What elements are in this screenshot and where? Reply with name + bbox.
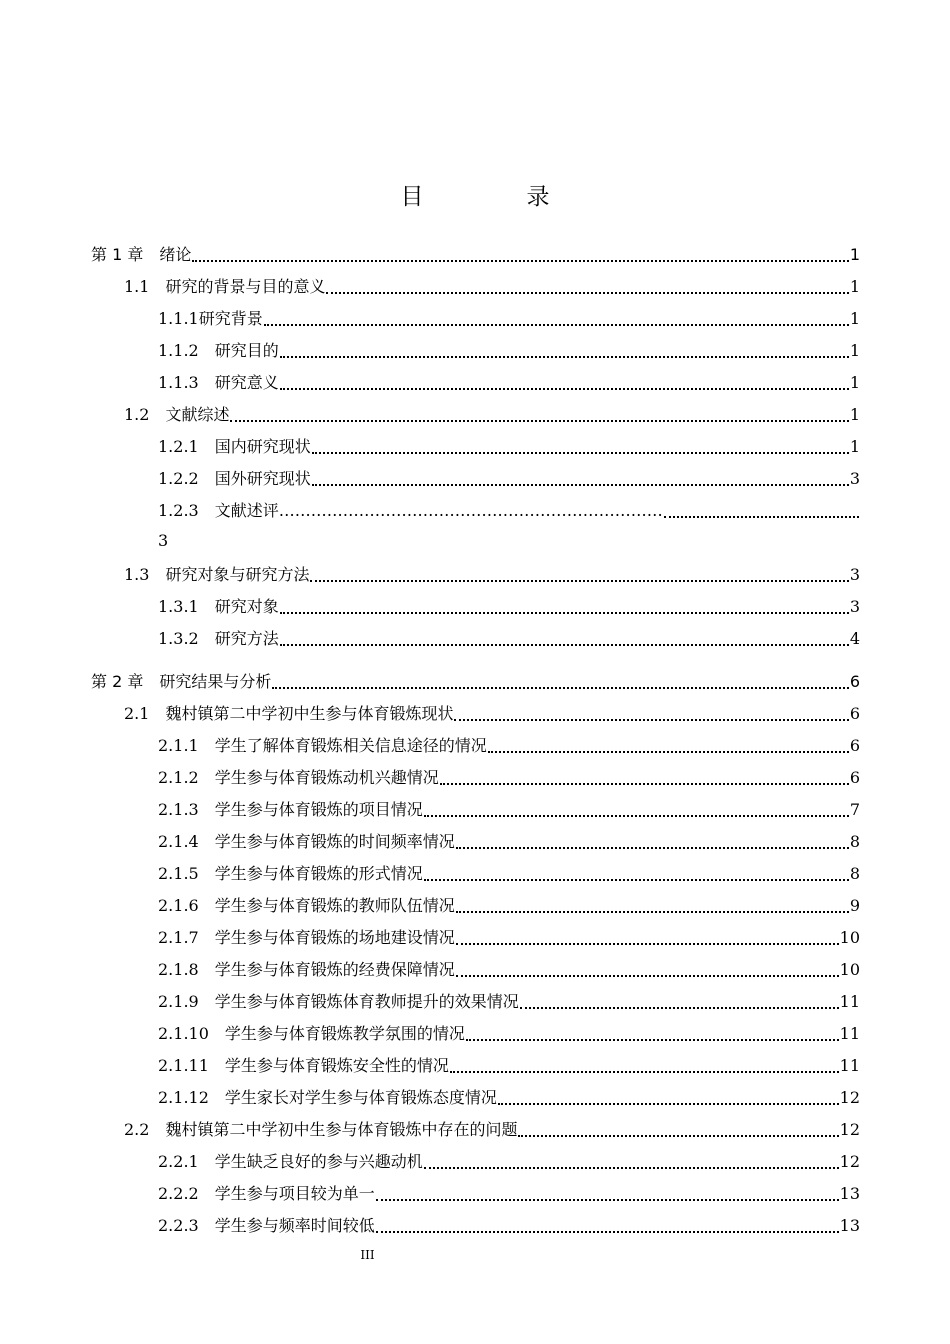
toc-entry-number: 2.2.3 [158,1216,215,1235]
dot-leader [312,451,849,454]
toc-entry[interactable] [158,894,860,918]
toc-entry-number: 第 1 章 [91,245,160,264]
toc-entry-text: 学生参与体育锻炼的教师队伍情况 [214,896,455,915]
toc-entry-page: 11 [839,1024,860,1043]
toc-entry-page: 11 [839,992,860,1011]
toc-entry-number: 2.1.8 [158,960,215,979]
toc-entry-number: 1.1.3 [158,373,215,392]
toc-entry-text: 研究对象与研究方法 [165,565,310,584]
toc-entry-page: 8 [849,864,860,883]
toc-entry-text: 研究背景 [198,309,263,328]
toc-entry-page: 10 [839,960,860,979]
toc-entry-text: 学生缺乏良好的参与兴趣动机 [214,1152,423,1171]
toc-entry-page: 6 [849,704,860,723]
dot-leader [376,1230,839,1233]
toc-entry[interactable] [158,990,860,1014]
toc-entry[interactable] [158,926,860,950]
toc-entry-text: 学生参与体育锻炼教学氛围的情况 [224,1024,465,1043]
dot-leader [456,942,839,945]
toc-entry-page: 1 [849,245,860,264]
toc-entry[interactable] [124,702,860,726]
toc-entry[interactable] [158,499,860,523]
dot-leader [264,323,849,326]
page-number-footer: III [360,1248,375,1262]
toc-entry-page: 1 [849,277,860,296]
toc-entry-page: 6 [849,672,860,691]
toc-entry-text: 研究结果与分析 [159,672,272,691]
toc-entry-number: 2.2 [124,1120,166,1139]
toc-entry-text: 学生参与体育锻炼的场地建设情况 [214,928,455,947]
toc-entry[interactable] [158,371,860,395]
toc-entry-text: 魏村镇第二中学初中生参与体育锻炼中存在的问题 [165,1120,518,1139]
toc-entry-page: 9 [849,896,860,915]
dot-leader [488,750,849,753]
toc-entry[interactable] [158,1086,860,1110]
toc-entry[interactable] [124,1118,860,1142]
dot-leader [272,686,848,689]
toc-entry-page: 1 [849,341,860,360]
toc-entry-page: 12 [839,1152,860,1171]
toc-entry-text: 学生参与体育锻炼动机兴趣情况 [214,768,439,787]
dot-leader [440,782,849,785]
dot-leader [454,718,848,721]
dot-leader [312,483,849,486]
toc-entry-text: 学生参与体育锻炼的形式情况 [214,864,423,883]
toc-entry-number: 2.1.1 [158,736,215,755]
toc-entry-page: 11 [839,1056,860,1075]
toc-entry-text: 学生参与体育锻炼的经费保障情况 [214,960,455,979]
toc-entry-text: 学生参与体育锻炼的时间频率情况 [214,832,455,851]
dot-leader [376,1198,839,1201]
toc-entry[interactable] [124,403,860,427]
toc-entry[interactable] [158,1150,860,1174]
toc-entry-number: 1.3.2 [158,629,215,648]
toc-entry-page: 3 [849,469,860,488]
dot-leader [456,846,849,849]
toc-entry-number: 1.3 [124,565,166,584]
toc-entry-text: 学生了解体育锻炼相关信息途径的情况 [214,736,487,755]
toc-entry[interactable] [158,1214,860,1238]
toc-entry-text: 研究方法 [214,629,279,648]
toc-entry-page: 7 [849,800,860,819]
toc-entry-number: 1.2 [124,405,166,424]
toc-entry-number: 1.1.2 [158,341,215,360]
dot-leader [310,579,848,582]
toc-entry-number: 2.1.12 [158,1088,225,1107]
dot-leader [466,1038,839,1041]
dot-leader [280,611,849,614]
toc-entry-number: 2.1.7 [158,928,215,947]
dot-leader [424,814,849,817]
toc-entry[interactable] [124,563,860,587]
toc-entry-text: 学生参与频率时间较低 [214,1216,375,1235]
dot-leader [280,387,849,390]
dot-leader [664,515,859,518]
toc-entry[interactable] [158,766,860,790]
toc-entry-number: 2.1 [124,704,166,723]
dot-leader [518,1134,838,1137]
toc-entry[interactable] [158,958,860,982]
toc-entry-number: 2.2.1 [158,1152,215,1171]
dot-leader [192,259,848,262]
toc-entry[interactable] [158,1054,860,1078]
toc-entry[interactable] [158,798,860,822]
toc-entry-page: 3 [849,597,860,616]
toc-entry-page: 1 [849,309,860,328]
toc-entry-page: 13 [839,1184,860,1203]
toc-entry-number: 1.1.1 [158,309,199,328]
dot-leader [424,878,849,881]
toc-entry-number: 1.2.2 [158,469,215,488]
toc-chapter[interactable] [91,670,860,694]
toc-entry-text: 魏村镇第二中学初中生参与体育锻炼现状 [165,704,454,723]
toc-entry-page: 4 [849,629,860,648]
toc-entry-number: 1.3.1 [158,597,215,616]
toc-entry-text: 研究的背景与目的意义 [165,277,326,296]
toc-entry-text: 学生参与体育锻炼体育教师提升的效果情况 [214,992,519,1011]
toc-entry-number: 2.2.2 [158,1184,215,1203]
toc-entry-page: 1 [849,373,860,392]
toc-entry[interactable] [158,862,860,886]
dot-leader [280,643,849,646]
toc-entry[interactable] [158,339,860,363]
toc-entry-page: 12 [839,1088,860,1107]
toc-entry-page: 1 [849,437,860,456]
toc-entry-text: 学生参与项目较为单一 [214,1184,375,1203]
toc-entry[interactable] [158,595,860,619]
dot-leader [520,1006,839,1009]
toc-entry-text: 国外研究现状 [214,469,311,488]
toc-entry-number: 第 2 章 [91,672,160,691]
toc-entry-text: 文献述评……………………………………………………………… [214,501,663,520]
toc-entry-page: 1 [849,405,860,424]
toc-entry-number: 1.2.1 [158,437,215,456]
dot-leader [230,419,848,422]
toc-entry[interactable] [124,275,860,299]
dot-leader [456,974,839,977]
dot-leader [498,1102,839,1105]
toc-entry[interactable] [158,734,860,758]
toc-entry-page: 6 [849,736,860,755]
toc-entry-number: 1.2.3 [158,501,215,520]
toc-entry-page: 13 [839,1216,860,1235]
toc-entry[interactable] [158,1182,860,1206]
dot-leader [456,910,849,913]
toc-entry-number: 2.1.3 [158,800,215,819]
toc-entry-number: 2.1.6 [158,896,215,915]
toc-entry-page: 6 [849,768,860,787]
toc-entry-page: 8 [849,832,860,851]
toc-entry-page: 12 [839,1120,860,1139]
toc-entry-text: 文献综述 [165,405,230,424]
toc-entry[interactable] [158,1022,860,1046]
toc-entry-text: 研究意义 [214,373,279,392]
toc-entry-text: 学生家长对学生参与体育锻炼态度情况 [224,1088,497,1107]
toc-entry-text: 研究对象 [214,597,279,616]
toc-entry[interactable] [158,307,860,331]
toc-entry-page: 3 [849,565,860,584]
toc-chapter[interactable] [91,243,860,267]
toc-entry-number: 2.1.11 [158,1056,225,1075]
toc-title: 目 录 [400,184,590,210]
toc-entry-number: 1.1 [124,277,166,296]
toc-entry-text: 研究目的 [214,341,279,360]
toc-entry-page: 10 [839,928,860,947]
toc-entry-number: 2.1.5 [158,864,215,883]
toc-entry-number: 2.1.10 [158,1024,225,1043]
toc-entry-text: 国内研究现状 [214,437,311,456]
dot-leader [450,1070,839,1073]
toc-entry[interactable] [158,467,860,491]
toc-entry[interactable] [158,627,860,651]
toc-entry-number: 2.1.4 [158,832,215,851]
toc-entry-page: 3 [158,531,169,550]
toc-entry-number: 2.1.9 [158,992,215,1011]
dot-leader [424,1166,839,1169]
toc-entry[interactable] [158,830,860,854]
toc-entry[interactable] [158,435,860,459]
dot-leader [280,355,849,358]
dot-leader [326,291,848,294]
toc-entry-text: 学生参与体育锻炼的项目情况 [214,800,423,819]
toc-entry-number: 2.1.2 [158,768,215,787]
toc-entry-text: 绪论 [159,245,192,264]
toc-entry-text: 学生参与体育锻炼安全性的情况 [224,1056,449,1075]
